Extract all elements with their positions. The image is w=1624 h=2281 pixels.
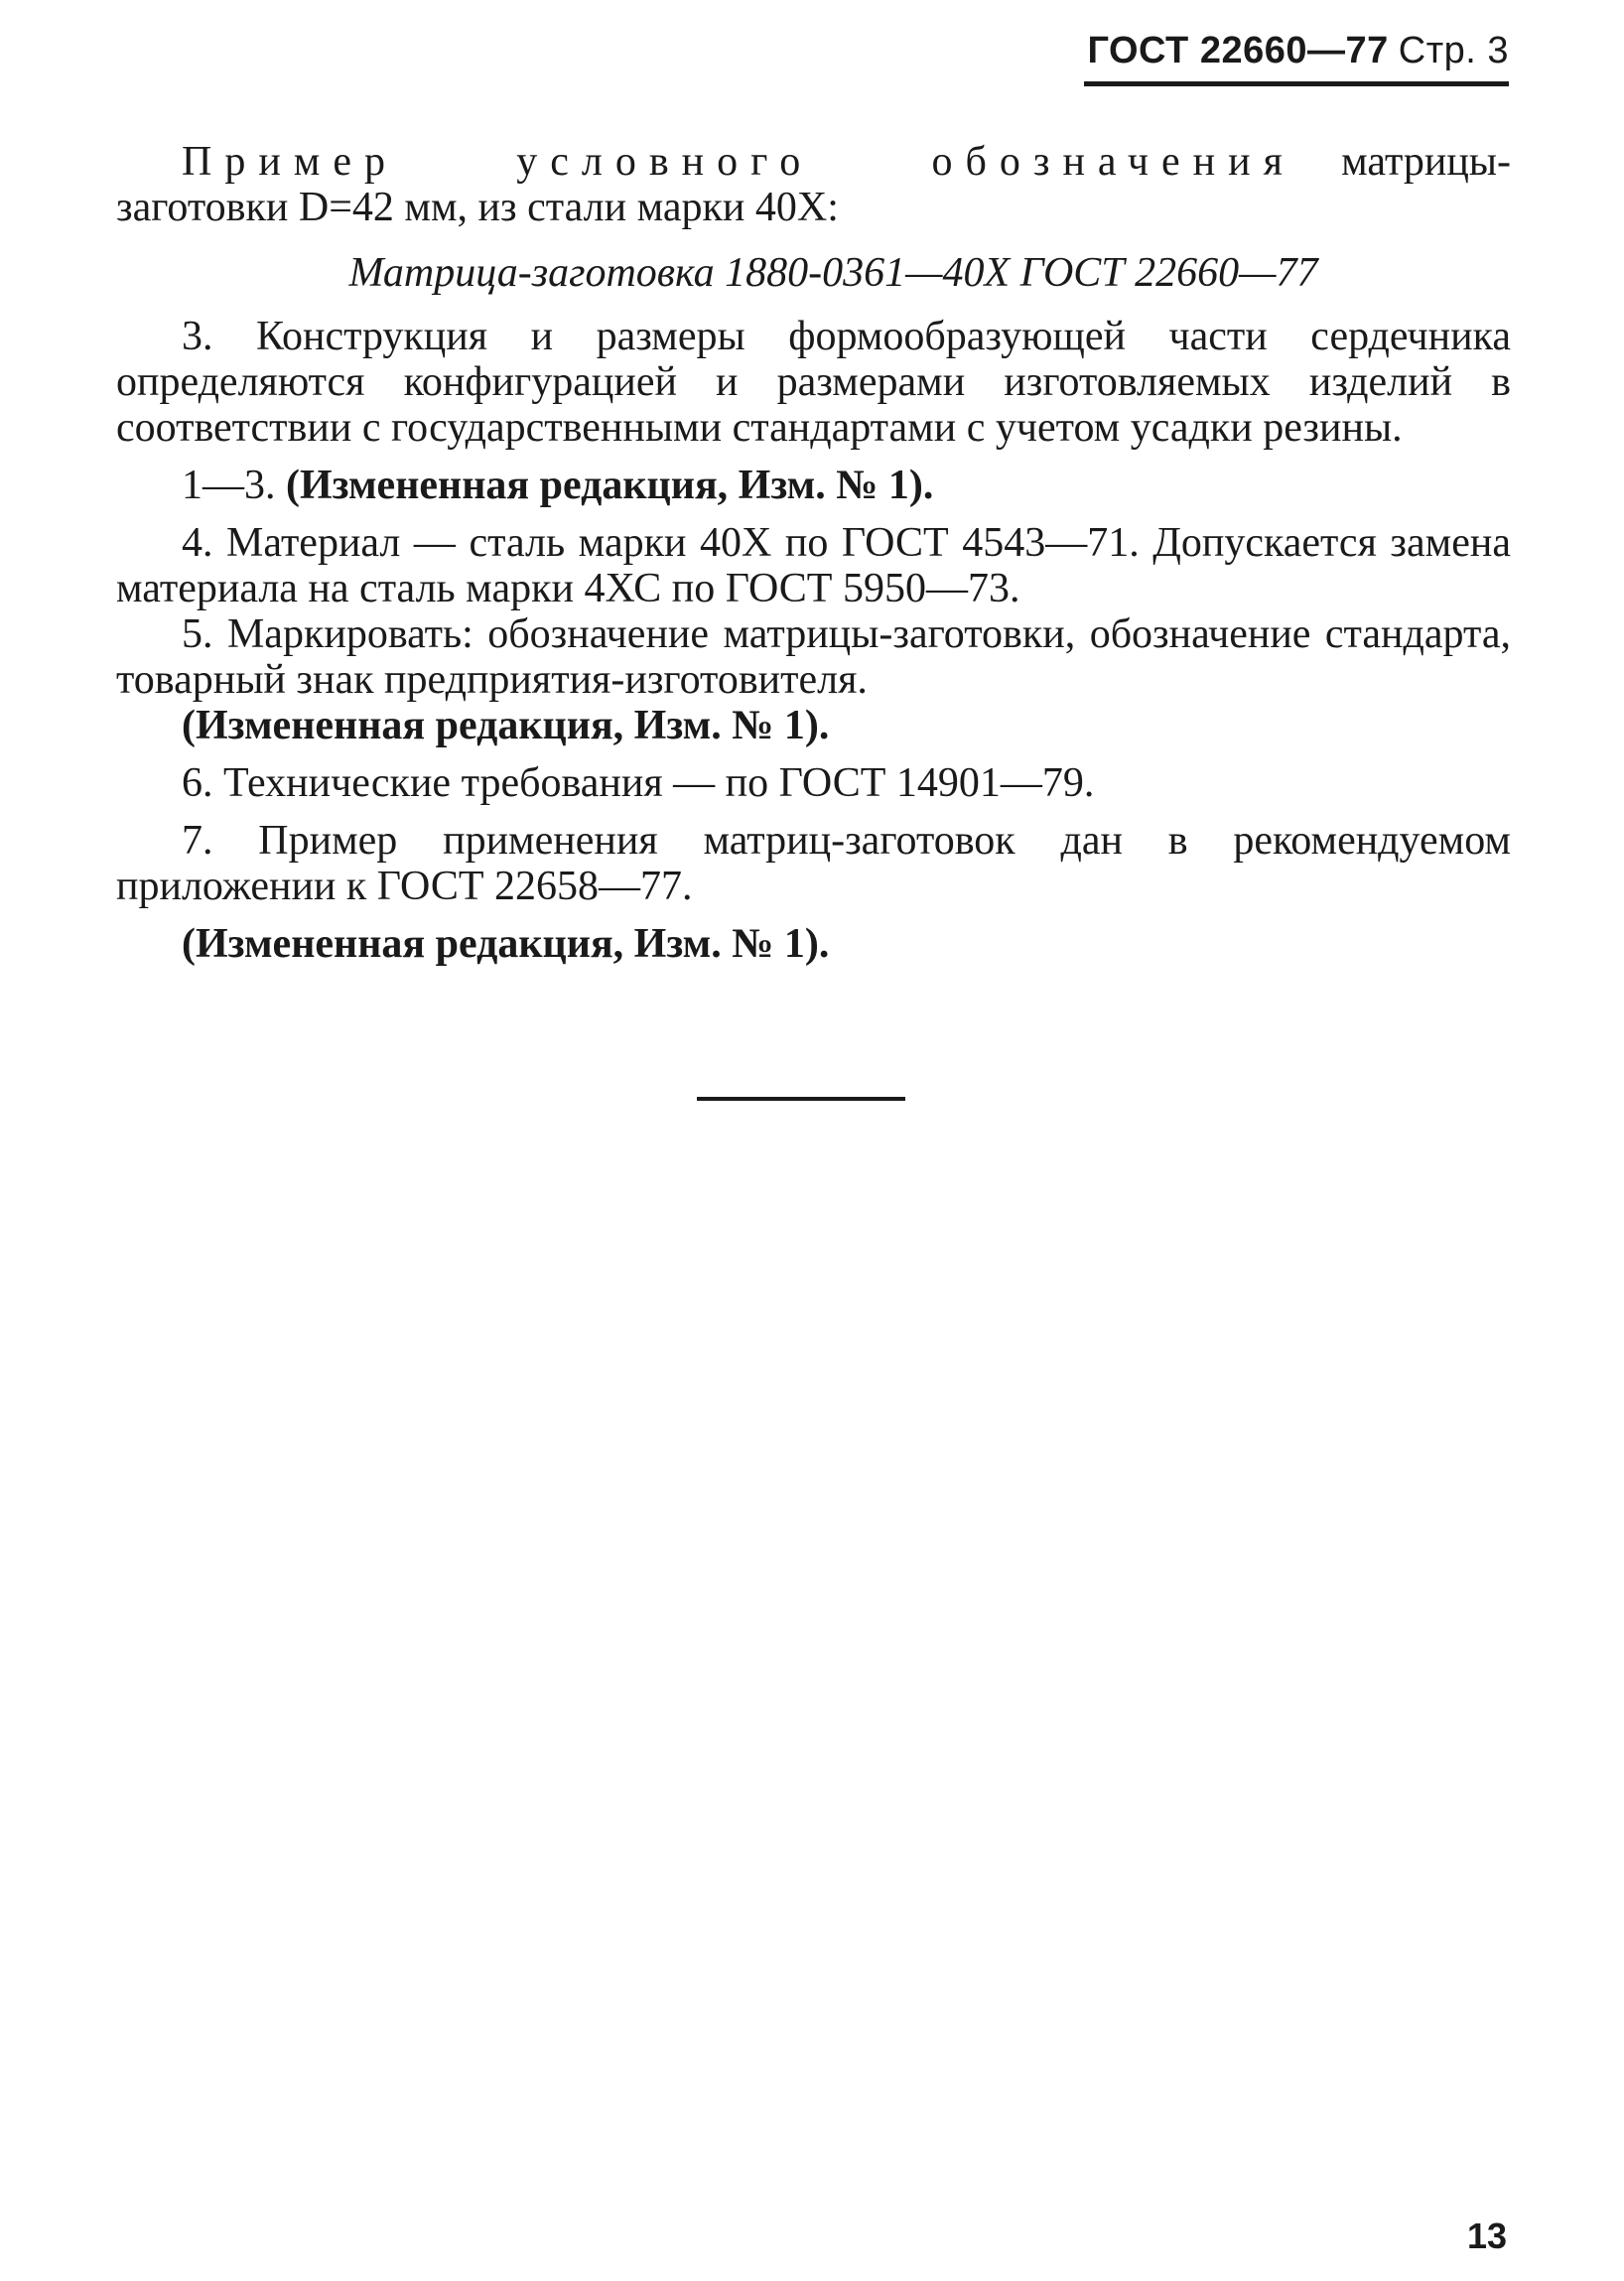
header-standard: ГОСТ 22660—77 [1087, 30, 1389, 71]
example-paragraph [116, 139, 1511, 230]
note-2-amendment: (Измененная редакция, Изм. № 1). [182, 703, 830, 748]
designation-example: Матрица-заготовка 1880-0361—40Х ГОСТ 22660—77 [348, 250, 1318, 296]
header-page-label: Стр. 3 [1398, 30, 1509, 71]
item-6: 6. Технические требования — по ГОСТ 14901—79. [182, 760, 1095, 806]
item-7: 7. Пример применения матриц-заготовок дан в рекомендуемом приложении к ГОСТ 22658—77. [116, 818, 1511, 909]
closing-rule [697, 1097, 905, 1101]
item-3: 3. Конструкция и размеры формообразующей части сердечника определяются конфигурацией и размерами изготовляемых изделий в соответствии с государственными стандартами с учетом усадки резины. [116, 314, 1511, 451]
header-rule [1084, 81, 1509, 86]
example-lead: Пример условного обозначения [182, 139, 1295, 185]
document-body [116, 139, 1511, 967]
note-1 [116, 463, 1511, 508]
page-header [1087, 30, 1509, 72]
item-4: 4. Материал — сталь марки 40Х по ГОСТ 4543—71. Допускается замена материала на сталь марки 4ХС по ГОСТ 5950—73. [116, 520, 1511, 611]
note-1-amendment: (Измененная редакция, Изм. № 1). [286, 463, 934, 508]
note-3-amendment: (Измененная редакция, Изм. № 1). [182, 921, 830, 967]
note-1-prefix: 1—3. [182, 463, 276, 508]
page-number: 13 [1466, 2215, 1507, 2256]
example-rest: матрицы-заготовки D=42 мм, из стали марки 40Х: [116, 139, 1511, 230]
item-5: 5. Маркировать: обозначение матрицы-заготовки, обозначение стандарта, товарный знак предприятия-изготовителя. [116, 611, 1511, 703]
